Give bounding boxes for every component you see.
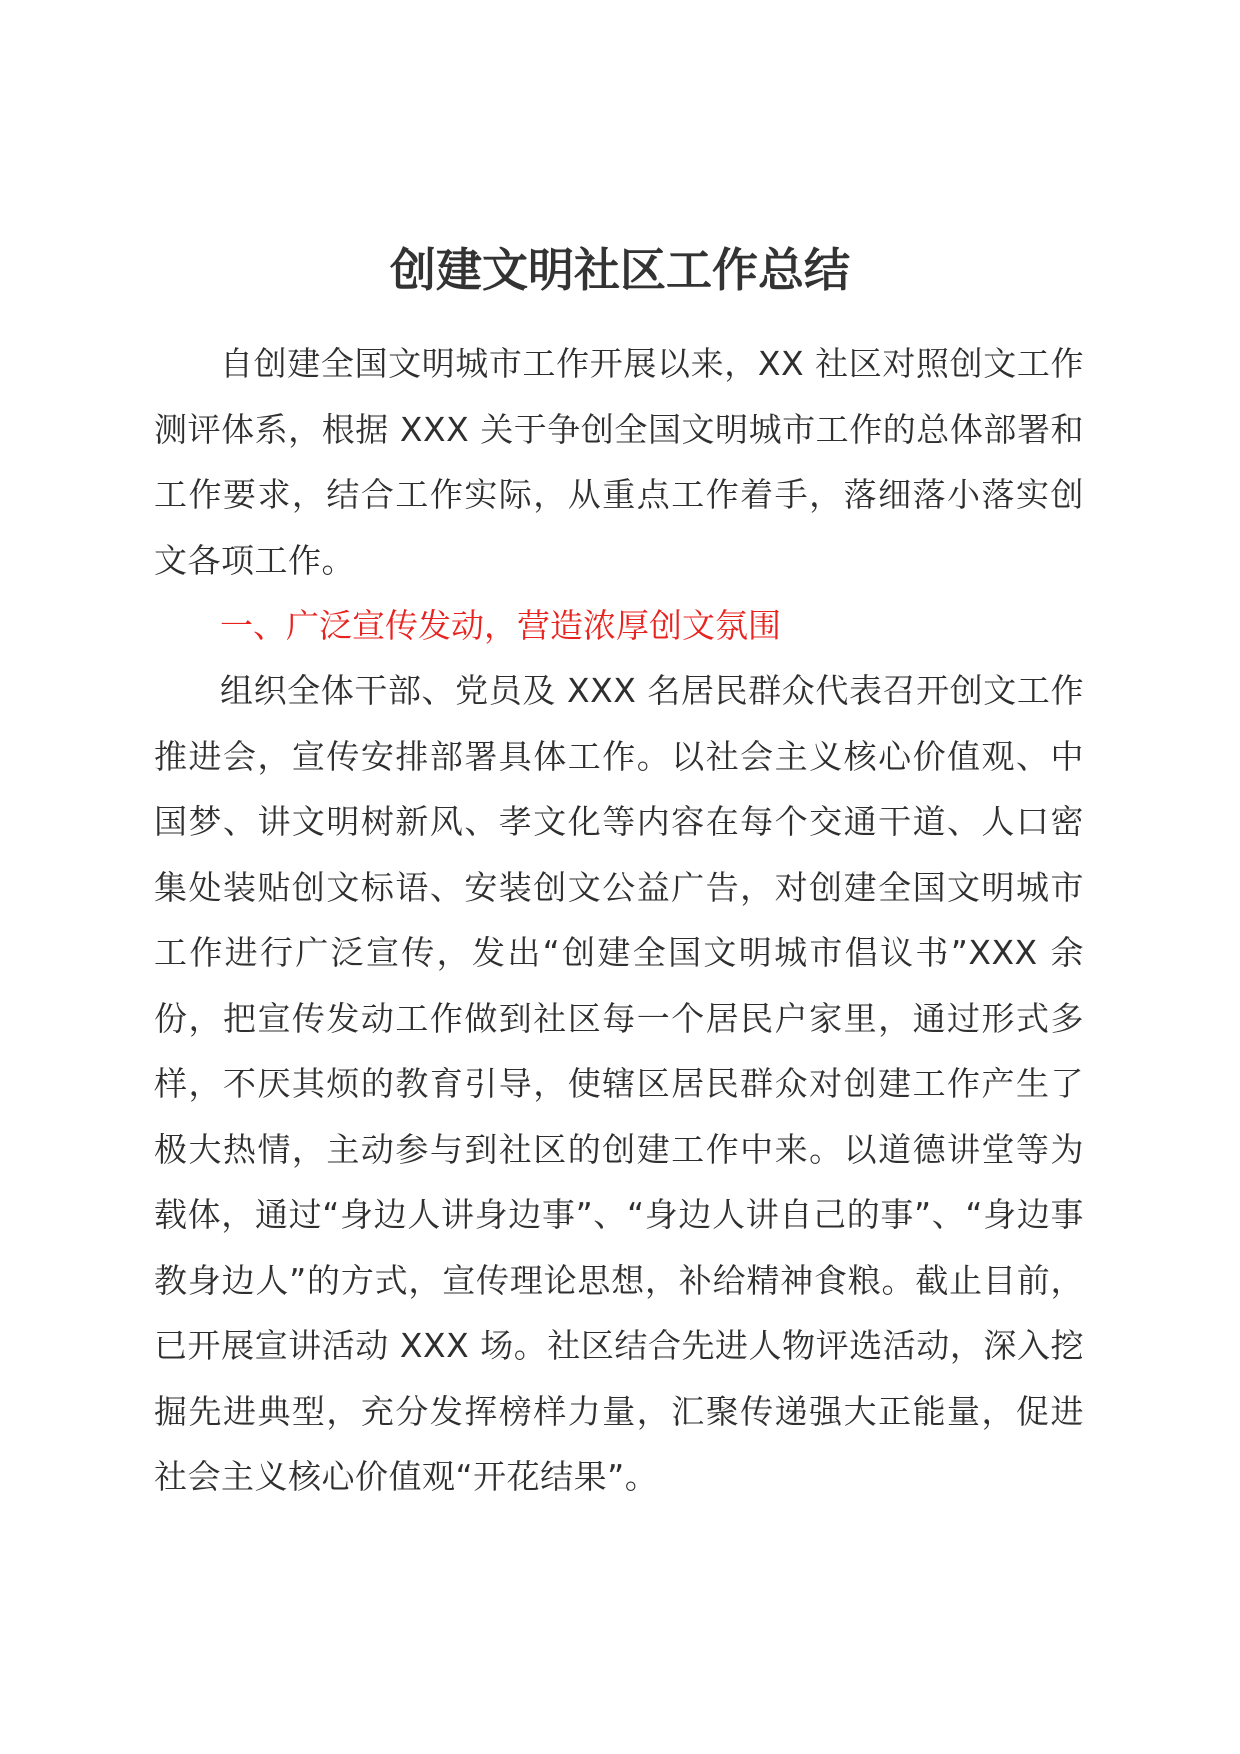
document-title: 创建文明社区工作总结 [390,243,850,297]
section-heading-1: 一、广泛宣传发动，营造浓厚创文氛围 [220,606,781,645]
intro-paragraph: 自创建全国文明城市工作开展以来，XX 社区对照创文工作测评体系，根据 XXX 关于争创全国文明城市工作的总体部署和工作要求，结合工作实际，从重点工作着手，落细落小落实创文各项工作。 [154,344,1084,580]
section-1-paragraph: 组织全体干部、党员及 XXX 名居民群众代表召开创文工作推进会，宣传安排部署具体工作。以社会主义核心价值观、中国梦、讲文明树新风、孝文化等内容在每个交通干道、人口密集处装贴创文标语、安装创文公益广告，对创建全国文明城市工作进行广泛宣传，发出“创建全国文明城市倡议书”XXX 余份，把宣传发动工作做到社区每一个居民户家里，通过形式多样，不厌其烦的教育引导，使辖区居民群众对创建工作产生了极大热情，主动参与到社区的创建工作中来。以道德讲堂等为载体，通过“身边人讲身边事”、“身边人讲自己的事”、“身边事教身边人”的方式，宣传理论思想，补给精神食粮。截止目前，已开展宣讲活动 XXX 场。社区结合先进人物评选活动，深入挖掘先进典型，充分发挥榜样力量，汇聚传递强大正能量，促进社会主义核心价值观“开花结果”。 [154,671,1084,1496]
